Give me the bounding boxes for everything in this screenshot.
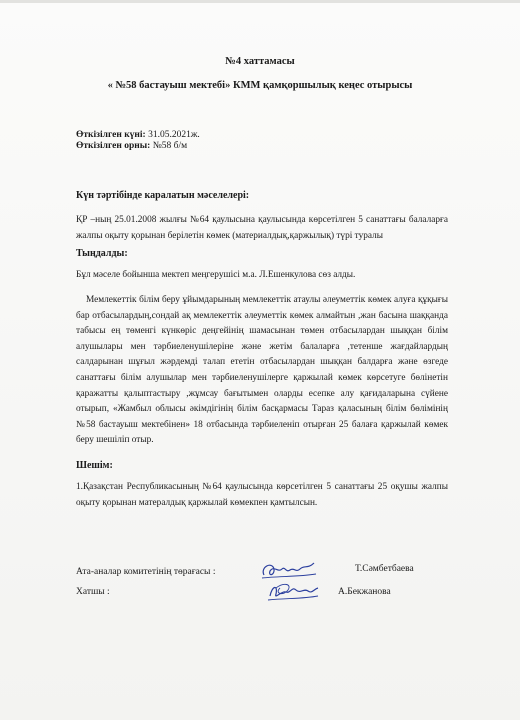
chair-role: Ата-аналар комитетінің төрағасы : [76, 567, 216, 577]
secretary-signature-stroke [270, 587, 318, 596]
date-label: Өткізілген күні: [76, 130, 146, 140]
secretary-name: А.Бекжанова [338, 587, 391, 597]
scan-edge [0, 0, 520, 3]
speaker-text: Бұл мәселе бойынша мектеп меңгерушісі м.а. Л.Ешенкулова сөз алды. [76, 270, 356, 280]
protocol-title: №4 хаттамасы [225, 56, 295, 67]
date-value: 31.05.2021ж. [148, 130, 200, 140]
agenda-text: ҚР –ның 25.01.2008 жылғы №64 қаулысына қаулысында көрсетілген 5 санаттағы балаларға жалпы оқыту қорынан берілетін көмек (материалдық,қаржылық) түрі туралы [76, 215, 448, 241]
chair-name: Т.Сәмбетбаева [355, 564, 414, 574]
meeting-subtitle: « №58 бастауыш мектебі» КММ қамқоршылық кеңес отырысы [107, 80, 413, 91]
place-value: №58 б/м [152, 141, 188, 151]
secretary-signature-icon [262, 580, 322, 604]
place-line [76, 141, 187, 151]
secretary-role: Хатшы : [76, 587, 110, 597]
listened-heading: Тыңдалды: [76, 248, 128, 259]
body-text: Мемлекеттік білім беру ұйымдарының мемлекеттік атаулы әлеуметтік көмек алуға құқығы бар отбасылардың,сондай ақ мемлекеттік әлеуметтік көмек алмайтын ,жан басына шаққанда табысы ең төменгі күнкөріс деңгейінің шамасынан төмен отбасылардан шыққан білім алушылары мен тәрбиеленушілеріне және жетім балаларға ,тетенше жағдайлардың салдарынан шұғыл жәрдемді талап ететін отбасылардан шыққан балдарға және өзгеде санаттағы білім алушылар мен тәрбиеленушілерге қаржылай көмек көрсетуге бөлінетін қаражатты қалыптастыру ,жұмсау бағытымен оларды есепке алу қағидаларына сүйене отырып, «Жамбыл облысы әкімдігінің білім басқармасы Тараз қаласының білім бөлімінің №58 бастауыш мектебінен» 18 отбасында тәрбиеленіп отырған 25 балаға қаржылай көмек беру шешіліп отыр. [76, 295, 448, 446]
chair-signature-stroke [263, 563, 314, 575]
date-line [76, 130, 200, 140]
decision-text: 1.Қазақстан Республикасының №64 қаулысында көрсетілген 5 санаттағы 25 оқушы жалпы оқыту қорынан матералдық қаржылай көмекпен қамтылсын. [76, 482, 448, 508]
place-label: Өткізілген орны: [76, 141, 151, 151]
decision-heading: Шешім: [76, 460, 113, 471]
agenda-heading: Күн тәртібінде каралатын мәселелері: [76, 190, 250, 201]
secretary-signature-underline [268, 596, 318, 600]
